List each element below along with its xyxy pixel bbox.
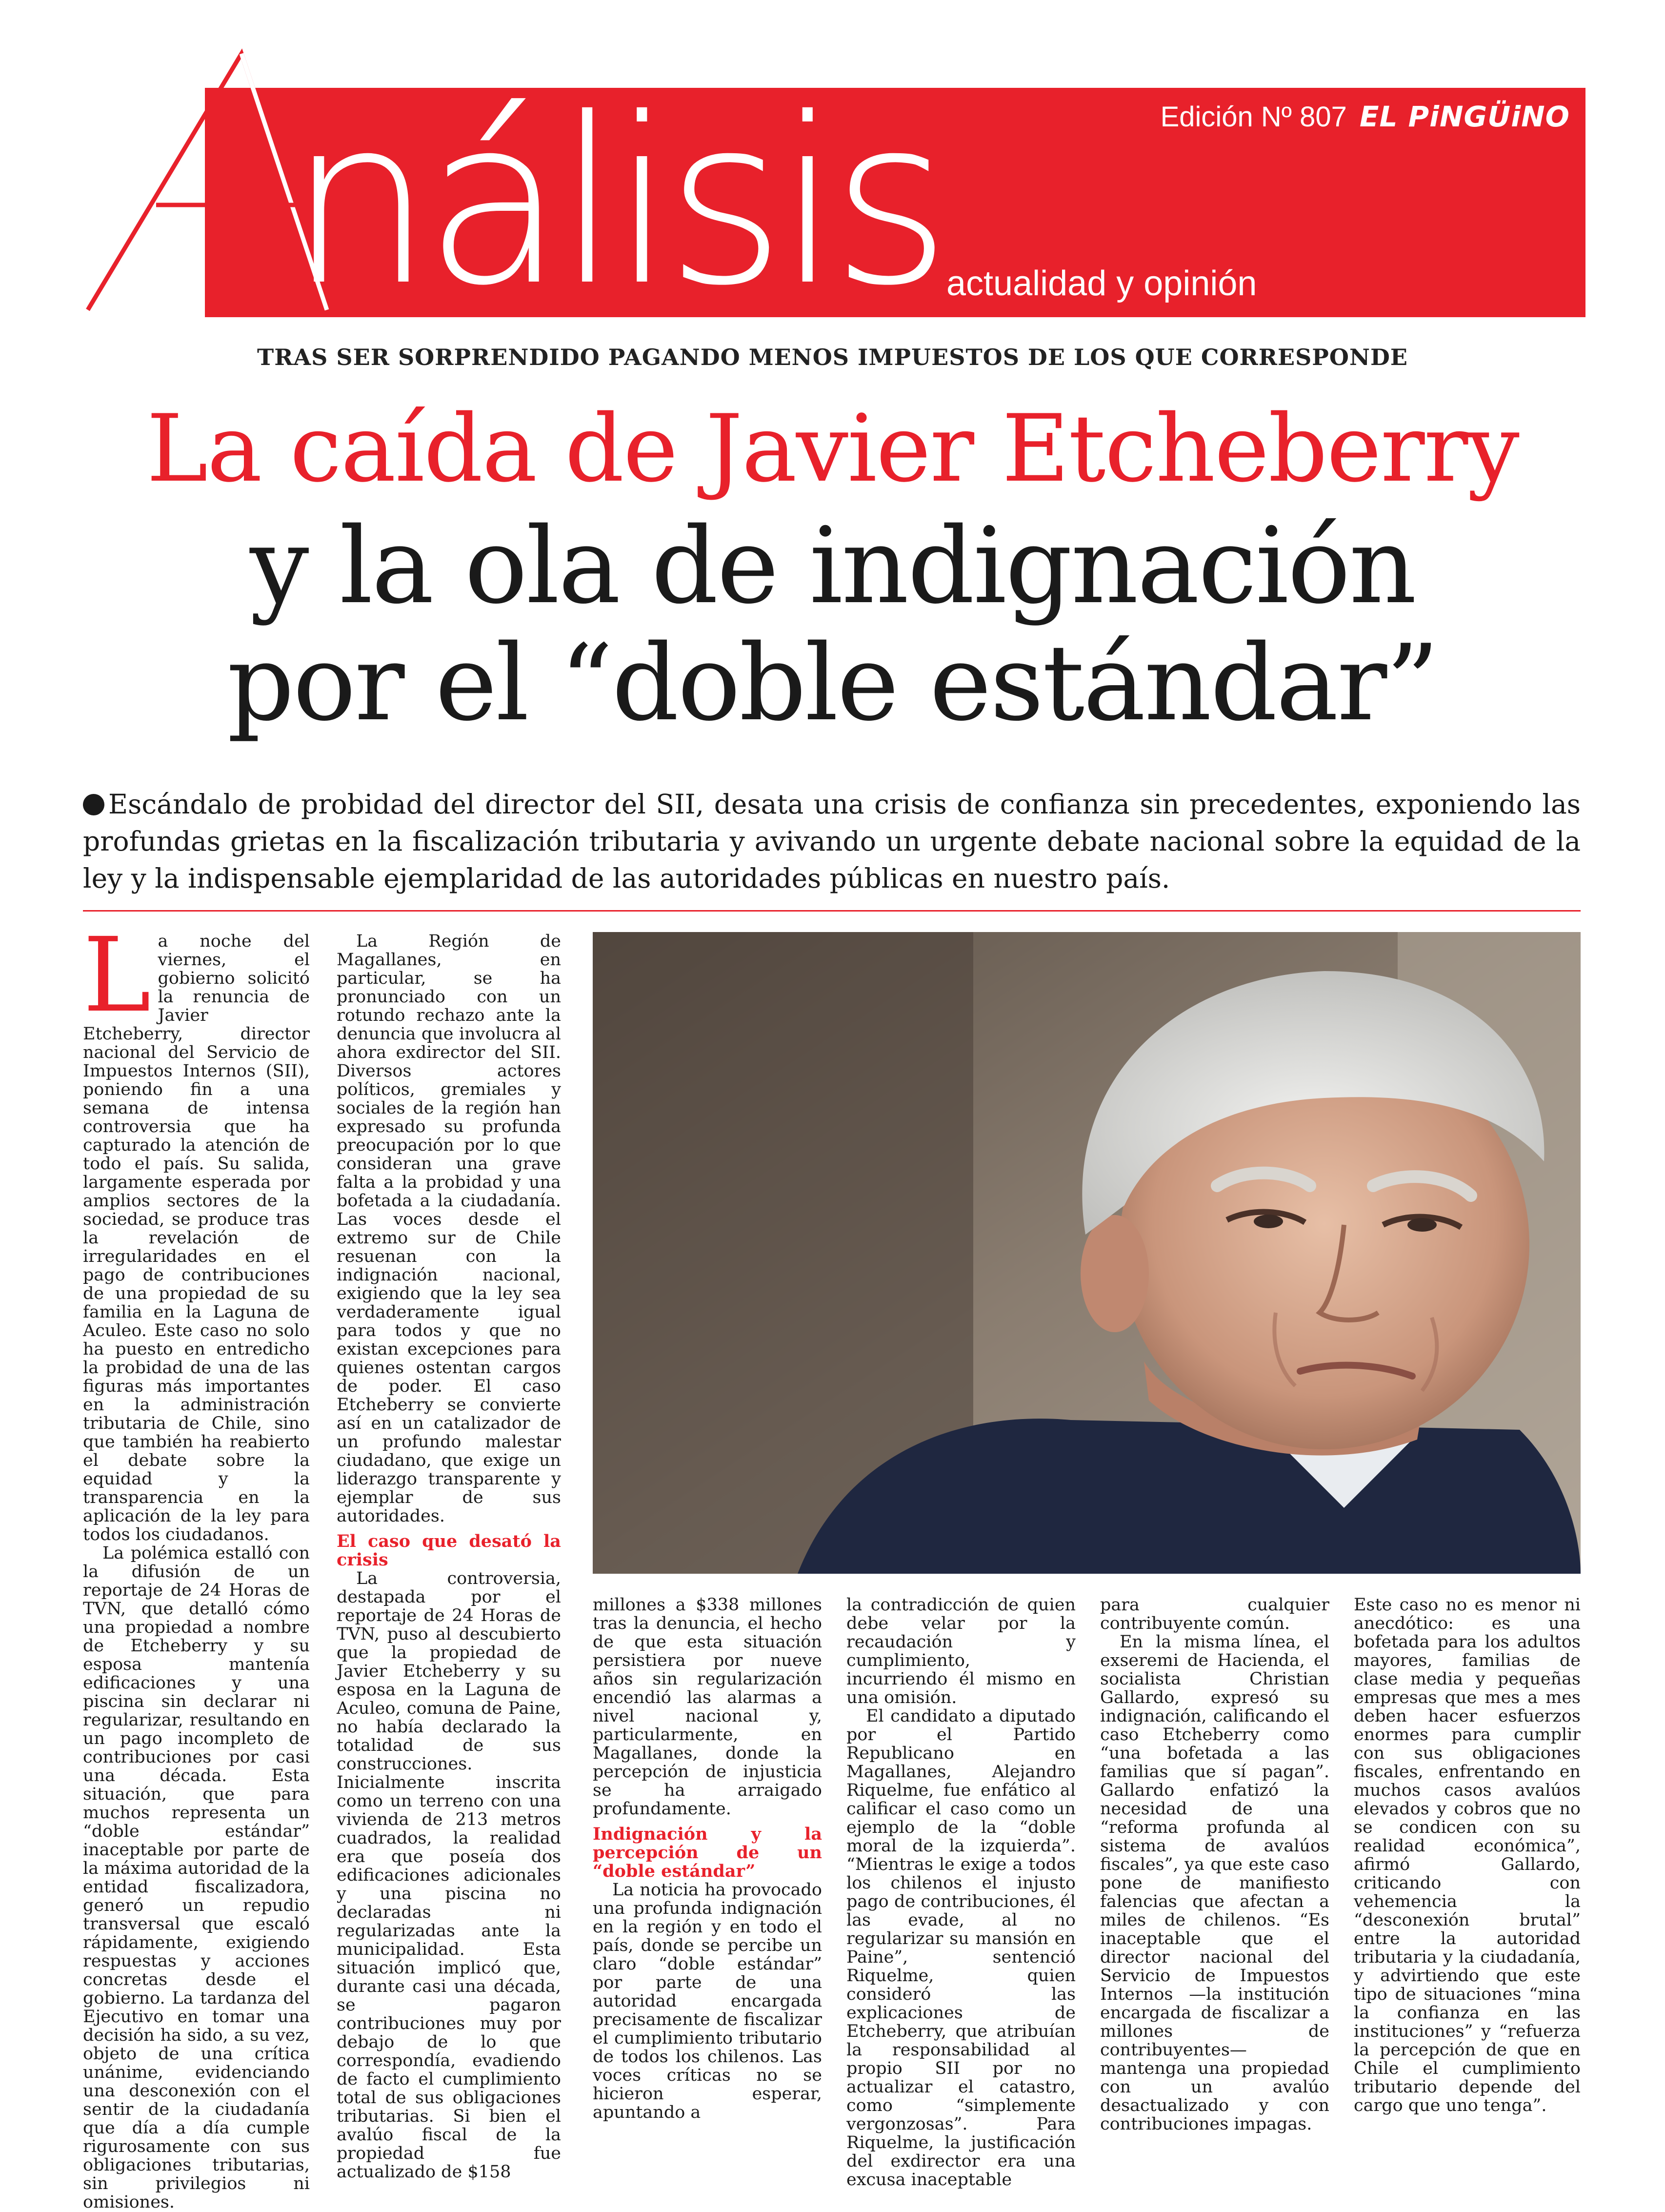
- divider-rule: [83, 910, 1581, 912]
- body-paragraph: a noche del viernes, el gobierno solicitó la renuncia de Javier Etcheberry, director nacional del Servicio de Impuestos Internos (SII), poniendo fin a una semana de intensa controversia que ha capturado la atención de todo el país. Su salida, largamente esperada por amplios sectores de la sociedad, se produce tras la revelación de irregularidades en el pago de contribuciones de una propiedad de su familia en la Laguna de Aculeo. Este caso no solo ha puesto en entredicho la probidad de una de las figuras más importantes en la administración tributaria de Chile, sino que también ha reabierto el debate sobre la equidad y la transparencia en la aplicación de la ley para todos los ciudadanos.: [83, 932, 310, 1544]
- article-column-3: [593, 1596, 822, 2122]
- headline-line-2: y la ola de indignación: [249, 505, 1415, 627]
- portrait-illustration: [593, 932, 1581, 1574]
- section-subtitle: actualidad y opinión: [946, 264, 1257, 303]
- article-column-6: [1354, 1596, 1581, 2115]
- article-column-2: [337, 932, 561, 2181]
- subheading: El caso que desató la crisis: [337, 1531, 561, 1570]
- portrait-photo: [593, 932, 1581, 1574]
- body-paragraph: La noticia ha provocado una profunda indignación en la región y en todo el país, donde se percibe un claro “doble estándar” por parte de una autoridad encargada precisamente de fiscalizar el cumplimiento tributario de todos los chilenos. Las voces críticas no se hicieron esperar, apuntando a: [593, 1880, 822, 2122]
- bullet-icon: [83, 794, 104, 815]
- body-paragraph: Este caso no es menor ni anecdótico: es una bofetada para los adultos mayores, familias de clase media y pequeñas empresas que mes a mes deben hacer esfuerzos enormes para cumplir con sus obligaciones fiscales, enfrentando en muchos casos avalúos elevados y cobros que no se condicen con su realidad económica”, afirmó Gallardo, criticando con vehemencia la “desconexión brutal” entre la autoridad tributaria y la ciudadanía, y advirtiendo que este tipo de situaciones “mina la confianza en las instituciones” y “refuerza la percepción de que en Chile el cumplimiento tributario depende del cargo que uno tenga”.: [1354, 1595, 1581, 2115]
- edition-number: Edición Nº 807: [1160, 101, 1347, 133]
- edition-info: [1161, 100, 1570, 139]
- body-paragraph: para cualquier contribuyente común.: [1100, 1595, 1329, 1633]
- body-paragraph: El candidato a diputado por el Partido Republicano en Magallanes, Alejandro Riquelme, fue enfático al calificar el caso como un ejemplo de la “doble moral de la izquierda”. “Mientras le exige a todos los chilenos el injusto pago de contribuciones, él las evade, al no regularizar su mansión en Paine”, sentenció Riquelme, quien consideró las explicaciones de Etcheberry, que atribuían la responsabilidad al propio SII por no actualizar el catastro, como “simplemente vergonzosas”. Para Riquelme, la justificación del exdirector era una excusa inaceptable: [846, 1706, 1076, 2190]
- section-title: nálisis: [288, 69, 943, 336]
- headline-line-3: por el “doble estándar”: [227, 622, 1438, 744]
- body-paragraph: La controversia, destapada por el reportaje de 24 Horas de TVN, puso al descubierto que la propiedad de Javier Etcheberry y su esposa en la Laguna de Aculeo, comuna de Paine, no había declarado la totalidad de sus construcciones. Inicialmente inscrita como un terreno con una vivienda de 213 metros cuadrados, la realidad era que poseía dos edificaciones adicionales y una piscina no declaradas ni regularizadas ante la municipalidad. Esta situación implicó que, durante casi una década, se pagaron contribuciones muy por debajo de lo que correspondía, evadiendo de facto el cumplimiento total de sus obligaciones tributarias. Si bien el avalúo fiscal de la propiedad fue actualizado de $158: [337, 1569, 561, 2182]
- headline-line-1: La caída de Javier Etcheberry: [146, 395, 1519, 503]
- article-column-1: [83, 915, 310, 2212]
- article-column-5: [1100, 1596, 1329, 2133]
- dropcap: L: [83, 915, 151, 1035]
- body-paragraph: La Región de Magallanes, en particular, se ha pronunciado con un rotundo rechazo ante la denuncia que involucra al ahora exdirector del SII. Diversos actores políticos, gremiales y sociales de la región han expresado su profunda preocupación por lo que consideran una grave falta a la probidad y una bofetada a la ciudadanía. Las voces desde el extremo sur de Chile resuenan con la indignación nacional, exigiendo que la ley sea verdaderamente igual para todos y que no existan excepciones para quienes ostentan cargos de poder. El caso Etcheberry se convierte así en un catalizador de un profundo malestar ciudadano, que exige un liderazgo transparente y ejemplar de sus autoridades.: [337, 932, 561, 1526]
- lead-paragraph: [83, 786, 1581, 897]
- lead-text: Escándalo de probidad del director del SII, desata una crisis de confianza sin precedentes, exponiendo las profundas grietas en la fiscalización tributaria y avivando un urgente debate nacional sobre la equidad de la ley y la indispensable ejemplaridad de las autoridades públicas en nuestro país.: [83, 789, 1581, 894]
- body-paragraph: la contradicción de quien debe velar por la recaudación y cumplimiento, incurriendo él mismo en una omisión.: [846, 1595, 1076, 1707]
- body-paragraph: La polémica estalló con la difusión de un reportaje de 24 Horas de TVN, que detalló cómo una propiedad a nombre de Etcheberry y su esposa mantenía edificaciones y una piscina sin declarar ni regularizar, resultando en un pago incompleto de contribuciones por casi una década. Esta situación, que para muchos representa un “doble estándar” inaceptable por parte de la máxima autoridad de la entidad fiscalizadora, generó un repudio transversal que escaló rápidamente, exigiendo respuestas y acciones concretas desde el gobierno. La tardanza del Ejecutivo en tomar una decisión ha sido, a su vez, objeto de una crítica unánime, evidenciando una desconexión con el sentir de la ciudadanía que día a día cumple rigurosamente con sus obligaciones tributarias, sin privilegios ni omisiones.: [83, 1543, 310, 2212]
- newspaper-brand: EL PiNGÜiNO: [1359, 100, 1570, 133]
- subheading: Indignación y la percepción de un “doble estándar”: [593, 1824, 822, 1881]
- body-paragraph: millones a $338 millones tras la denuncia, el hecho de que esta situación persistiera por nueve años sin regularización encendió las alarmas a nivel nacional y, particularmente, en Magallanes, donde la percepción de injusticia se ha arraigado profundamente.: [593, 1595, 822, 1819]
- kicker: TRAS SER SORPRENDIDO PAGANDO MENOS IMPUESTOS DE LOS QUE CORRESPONDE: [257, 344, 1408, 370]
- body-paragraph: En la misma línea, el exseremi de Hacienda, el socialista Christian Gallardo, expresó su indignación, calificando el caso Etcheberry como “una bofetada a las familias que sí pagan”. Gallardo enfatizó la necesidad de una “reforma profunda al sistema de avalúos fiscales”, ya que este caso pone de manifiesto falencias que afectan a miles de chilenos. “Es inaceptable que el director nacional del Servicio de Impuestos Internos —la institución encargada de fiscalizar a millones de contribuyentes— mantenga una propiedad con un avalúo desactualizado y con contribuciones impagas.: [1100, 1632, 1329, 2134]
- headline: [0, 390, 1665, 742]
- article-column-4: [846, 1596, 1076, 2189]
